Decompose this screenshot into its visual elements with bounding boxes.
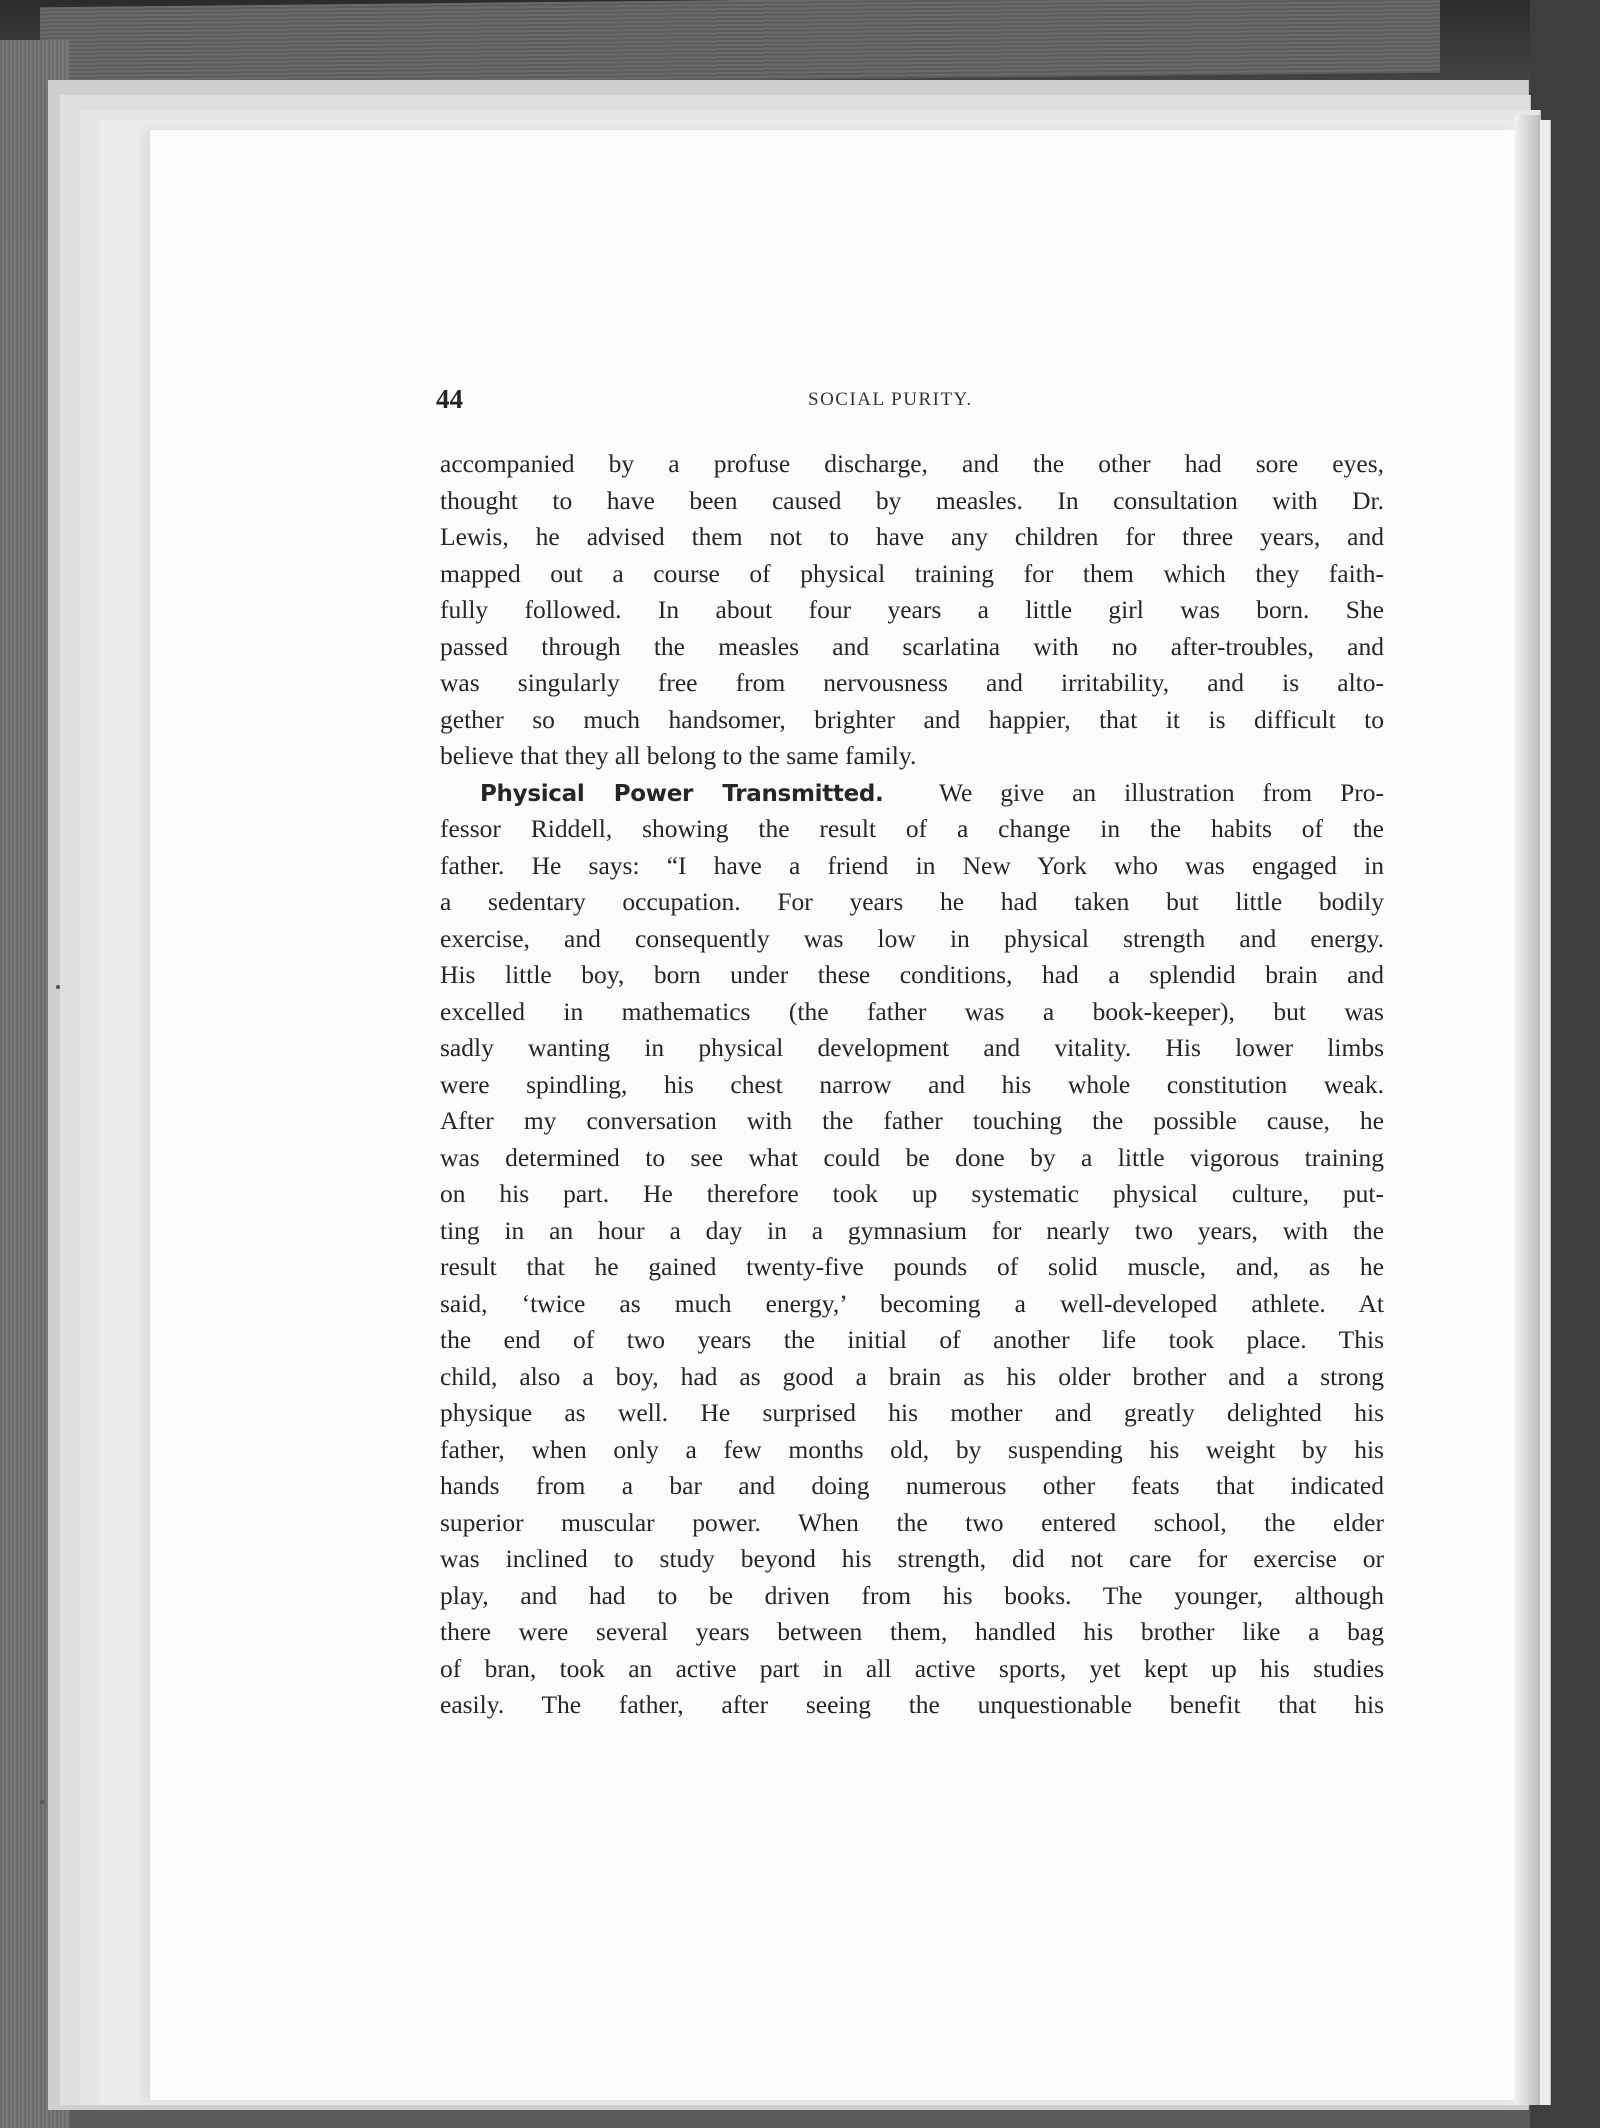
body-text <box>440 446 1384 1724</box>
text-line: said, ‘twice as much energy,’ becoming a well-developed athlete. At <box>440 1288 1384 1318</box>
text-line: gether so much handsomer, brighter and happier, that it is difficult to <box>440 704 1384 734</box>
text-line: His little boy, born under these conditions, had a splendid brain and <box>440 960 1384 989</box>
text-line: excelled in mathematics (the father was a book-keeper), but was <box>440 996 1384 1026</box>
dust-speck <box>56 985 60 989</box>
text-line: father, when only a few months old, by suspending his weight by his <box>440 1434 1384 1464</box>
text-line: sadly wanting in physical development and vitality. His lower limbs <box>440 1033 1384 1062</box>
section-first-line <box>440 775 1384 812</box>
text-line: father. He says: “I have a friend in New York who was engaged in <box>440 850 1384 880</box>
text-line: play, and had to be driven from his books. The younger, although <box>440 1580 1384 1610</box>
text-line: thought to have been caused by measles. In consultation with Dr. <box>440 485 1384 515</box>
text-line: child, also a boy, had as good a brain as his older brother and a strong <box>440 1361 1384 1391</box>
text-line: was determined to see what could be done by a little vigorous training <box>440 1142 1384 1172</box>
book-cover-top-edge <box>40 0 1440 87</box>
text-line: passed through the measles and scarlatina with no after-troubles, and <box>440 631 1384 661</box>
page-number: 44 <box>436 384 463 414</box>
text-line: there were several years between them, handled his brother like a bag <box>440 1617 1384 1646</box>
text-line: Lewis, he advised them not to have any children for three years, and <box>440 522 1384 551</box>
text-line: superior muscular power. When the two entered school, the elder <box>440 1507 1384 1537</box>
text-line: accompanied by a profuse discharge, and the other had sore eyes, <box>440 449 1384 478</box>
text-line: was singularly free from nervousness and irritability, and is alto- <box>440 668 1384 697</box>
text-line: of bran, took an active part in all active sports, yet kept up his studies <box>440 1653 1384 1683</box>
section-first-line-text: We give an illustration from Pro- <box>938 777 1384 807</box>
right-page-stack <box>1515 115 1540 2105</box>
text-line: fully followed. In about four years a little girl was born. She <box>440 595 1384 624</box>
page-header <box>436 384 1396 420</box>
text-line: was inclined to study beyond his strength, did not care for exercise or <box>440 1544 1384 1573</box>
text-line: fessor Riddell, showing the result of a change in the habits of the <box>440 814 1384 843</box>
text-line: a sedentary occupation. For years he had taken but little bodily <box>440 887 1384 916</box>
section-heading: Physical Power Transmitted. <box>480 780 884 807</box>
running-head: SOCIAL PURITY. <box>808 389 973 410</box>
text-line: physique as well. He surprised his mother and greatly delighted his <box>440 1398 1384 1427</box>
text-line: After my conversation with the father touching the possible cause, he <box>440 1106 1384 1135</box>
text-line: exercise, and consequently was low in physical strength and energy. <box>440 923 1384 953</box>
text-line: easily. The father, after seeing the unquestionable benefit that his <box>440 1690 1384 1719</box>
text-line: ting in an hour a day in a gymnasium for nearly two years, with the <box>440 1215 1384 1245</box>
text-line: the end of two years the initial of another life took place. This <box>440 1325 1384 1354</box>
text-line: were spindling, his chest narrow and his whole constitution weak. <box>440 1069 1384 1099</box>
text-line: believe that they all belong to the same family. <box>440 741 917 770</box>
text-line: on his part. He therefore took up systematic physical culture, put- <box>440 1179 1384 1208</box>
text-line: result that he gained twenty-five pounds of solid muscle, and, as he <box>440 1252 1384 1281</box>
text-line: hands from a bar and doing numerous other feats that indicated <box>440 1471 1384 1500</box>
text-line: mapped out a course of physical training for them which they faith- <box>440 558 1384 588</box>
dust-speck <box>40 1800 44 1804</box>
